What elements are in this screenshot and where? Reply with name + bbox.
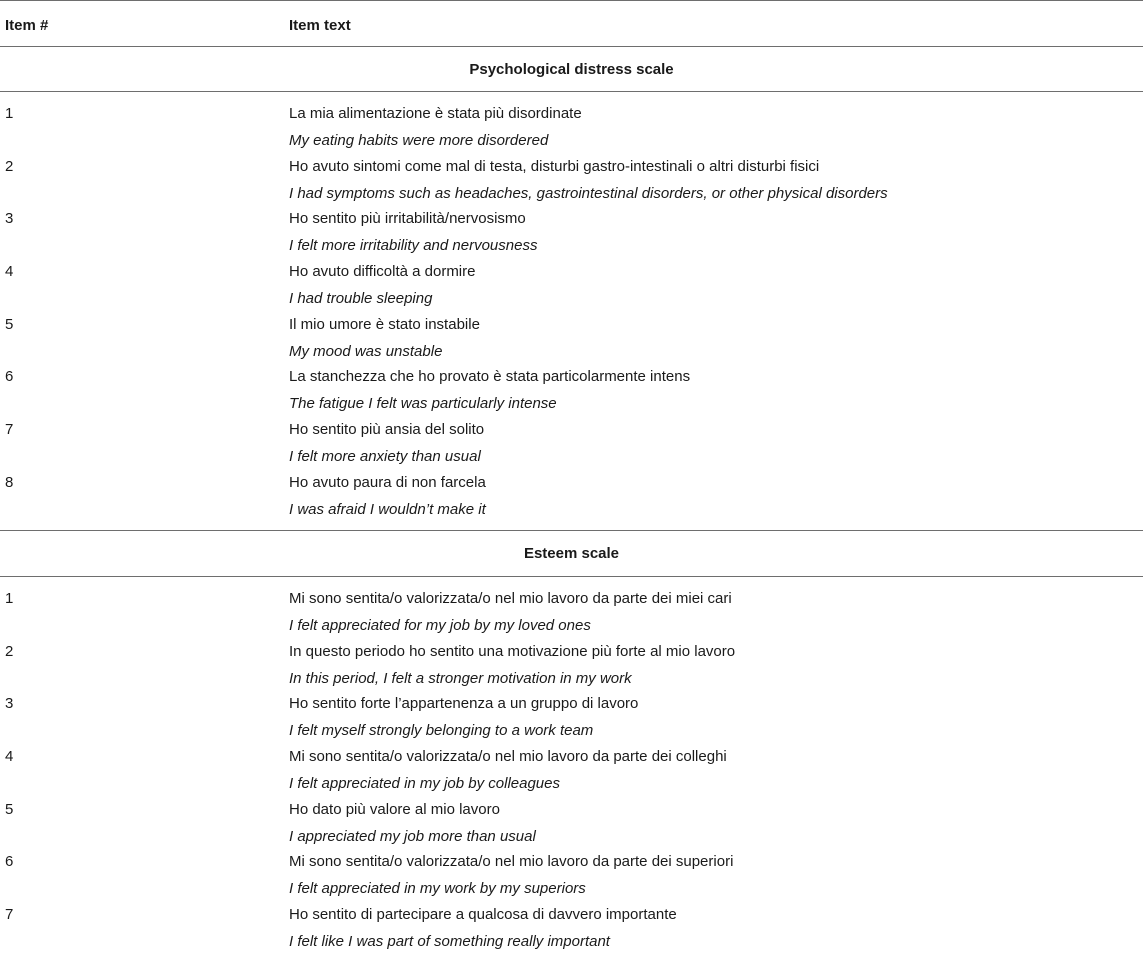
item-number: 2 <box>5 642 14 660</box>
item-number: 6 <box>5 368 14 386</box>
item-number: 3 <box>5 695 14 713</box>
section-rule <box>0 576 1143 577</box>
item-text-english: I felt myself strongly belonging to a work team <box>289 722 594 740</box>
item-text-italian: Mi sono sentita/o valorizzata/o nel mio lavoro da parte dei superiori <box>289 853 734 871</box>
section-rows-esteem <box>0 589 1143 958</box>
section-title-psychological-distress: Psychological distress scale <box>469 61 674 78</box>
item-number: 1 <box>5 590 14 607</box>
item-text-english: The fatigue I felt was particularly intense <box>289 395 557 413</box>
item-number: 4 <box>5 748 14 766</box>
item-text-english: I appreciated my job more than usual <box>289 827 536 845</box>
section-rule <box>0 91 1143 92</box>
table-row <box>0 262 1143 315</box>
table-row <box>0 905 1143 958</box>
item-text-english: I felt more irritability and nervousness <box>289 237 538 255</box>
item-text-italian: Mi sono sentita/o valorizzata/o nel mio lavoro da parte dei colleghi <box>289 748 727 766</box>
item-number: 5 <box>5 315 14 333</box>
item-text-english: I felt appreciated for my job by my loved ones <box>289 617 591 634</box>
section-rule <box>0 530 1143 531</box>
table-row <box>0 157 1143 210</box>
item-text-italian: Mi sono sentita/o valorizzata/o nel mio lavoro da parte dei miei cari <box>289 590 732 607</box>
table-row <box>0 589 1143 642</box>
item-number: 7 <box>5 906 14 924</box>
item-text-italian: La mia alimentazione è stata più disordinate <box>289 105 582 122</box>
table-row <box>0 104 1143 157</box>
table-row <box>0 473 1143 526</box>
table-top-rule <box>0 0 1143 1</box>
item-text-english: I was afraid I wouldn’t make it <box>289 500 486 518</box>
item-text-italian: In questo periodo ho sentito una motivazione più forte al mio lavoro <box>289 642 736 660</box>
item-text-italian: Il mio umore è stato instabile <box>289 315 480 333</box>
item-number: 4 <box>5 263 14 281</box>
table-row <box>0 747 1143 800</box>
item-text-italian: Ho dato più valore al mio lavoro <box>289 800 500 818</box>
item-number: 6 <box>5 853 14 871</box>
section-rows-psychological-distress <box>0 104 1143 526</box>
table-row <box>0 420 1143 473</box>
item-number: 8 <box>5 473 14 491</box>
item-text-italian: Ho sentito di partecipare a qualcosa di davvero importante <box>289 906 677 924</box>
table-row <box>0 315 1143 368</box>
item-text-italian: Ho sentito più ansia del solito <box>289 421 485 439</box>
item-text-italian: Ho avuto difficoltà a dormire <box>289 263 476 281</box>
item-number: 7 <box>5 421 14 439</box>
item-text-english: I felt appreciated in my job by colleagues <box>289 775 560 793</box>
item-text-english: I felt like I was part of something really important <box>289 933 610 951</box>
item-text-english: My eating habits were more disordered <box>289 132 549 149</box>
item-text-italian: Ho avuto paura di non farcela <box>289 473 486 491</box>
item-number: 3 <box>5 210 14 228</box>
item-text-italian: Ho avuto sintomi come mal di testa, disturbi gastro-intestinali o altri disturbi fisici <box>289 157 820 175</box>
item-number: 2 <box>5 157 14 175</box>
table-row <box>0 852 1143 905</box>
table-row <box>0 642 1143 695</box>
item-text-english: I had symptoms such as headaches, gastrointestinal disorders, or other physical disorders <box>289 184 888 202</box>
item-text-italian: Ho sentito più irritabilità/nervosismo <box>289 210 526 228</box>
item-number: 1 <box>5 105 14 122</box>
column-header-item-text: Item text <box>289 17 351 34</box>
header-rule <box>0 46 1143 47</box>
section-title-esteem: Esteem scale <box>523 545 620 562</box>
item-text-italian: La stanchezza che ho provato è stata particolarmente intens <box>289 368 691 386</box>
item-text-english: I had trouble sleeping <box>289 290 433 308</box>
item-text-english: I felt appreciated in my work by my superiors <box>289 880 586 898</box>
item-text-english: My mood was unstable <box>289 342 443 360</box>
table-row <box>0 209 1143 262</box>
item-number: 5 <box>5 800 14 818</box>
column-header-item-number: Item # <box>5 17 49 34</box>
table-row <box>0 367 1143 420</box>
table-row <box>0 694 1143 747</box>
item-text-english: I felt more anxiety than usual <box>289 448 481 466</box>
item-text-italian: Ho sentito forte l’appartenenza a un gruppo di lavoro <box>289 695 639 713</box>
table-row <box>0 800 1143 853</box>
item-text-english: In this period, I felt a stronger motivation in my work <box>289 669 632 687</box>
